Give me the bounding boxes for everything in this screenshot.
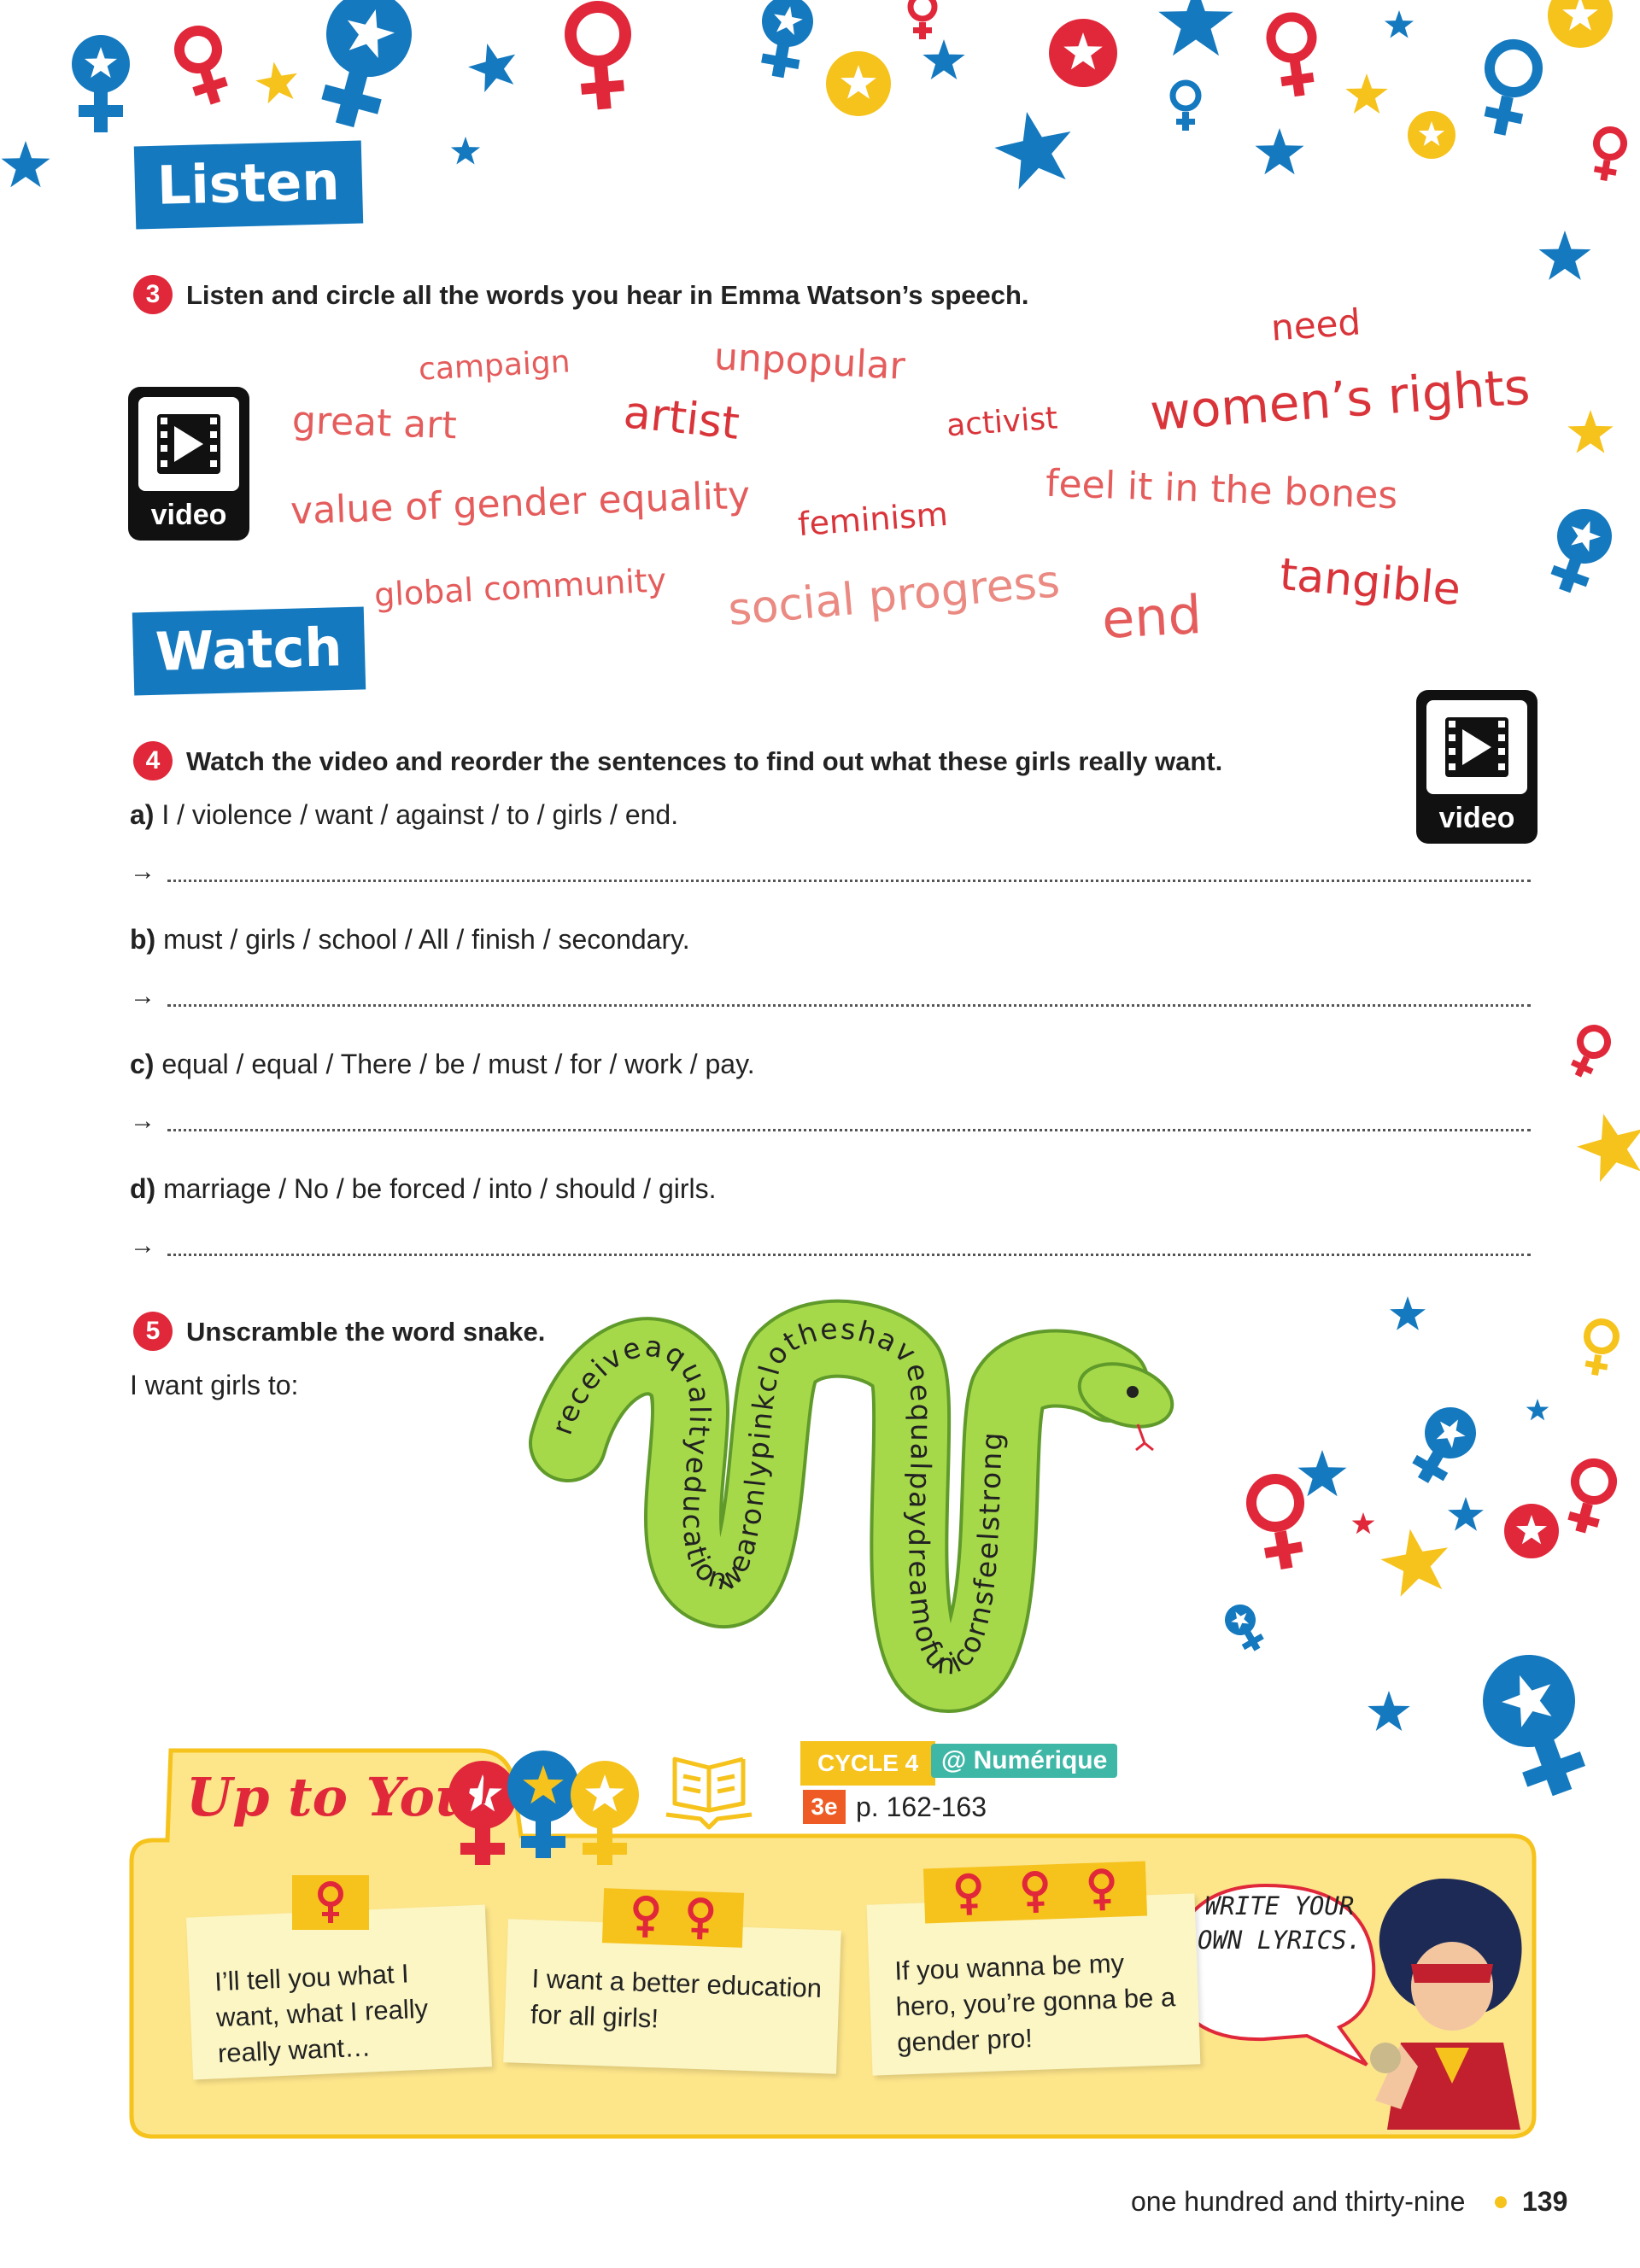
word-social-progress[interactable]: social progress [726,556,1063,636]
exercise-number-5: 5 [133,1312,173,1351]
word-campaign[interactable]: campaign [418,344,571,388]
word-end[interactable]: end [1100,582,1204,652]
page-reference[interactable]: p. 162-163 [856,1792,987,1822]
word-great-art[interactable]: great art [291,398,458,448]
section-tab-watch: Watch [132,606,366,695]
lyrics-note-2: I want a better education for all girls! [503,1919,841,2074]
page-number-words: one hundred and thirty-nine [1131,2186,1466,2217]
arrow-icon: → [130,982,155,1010]
numerique-badge[interactable]: @ Numérique [931,1744,1117,1778]
word-feminism[interactable]: feminism [796,494,950,544]
word-tangible[interactable]: tangible [1277,548,1463,617]
word-feel-it-in-the-bones[interactable]: feel it in the bones [1045,461,1399,518]
arrow-icon: → [130,1231,155,1260]
snake-letters: receiveaqualityeducationwearonlypinkclotheshaveequalpaydreamofunicornsfeelstrong [544,1312,1010,1681]
arrow-icon: → [130,857,155,886]
sentence-c: c) equal / equal / There / be / must / for / work / pay. [130,1049,755,1079]
cycle-badge: CYCLE 4 [803,1744,933,1783]
word-womens-rights[interactable]: women’s rights [1148,357,1532,442]
word-need[interactable]: need [1269,301,1362,349]
exercise-5-instruction: Unscramble the word snake. [186,1317,546,1347]
female-symbol-icon [292,1875,369,1930]
section-tab-listen: Listen [134,141,363,230]
footer-dot [1495,2196,1507,2208]
video-label: video [1438,802,1515,834]
note-tag-3 [923,1861,1147,1923]
word-unpopular[interactable]: unpopular [712,335,906,389]
sentence-d: d) marriage / No / be forced / into / should / girls. [130,1173,717,1204]
video-label: video [150,499,227,531]
word-value-of-gender-equality[interactable]: value of gender equality [290,473,751,534]
arrow-icon: → [130,1107,155,1135]
note-tag-1 [292,1875,369,1930]
grade-badge: 3e [803,1790,846,1824]
speech-bubble-text: WRITE YOUR OWN LYRICS. [1197,1891,1362,1955]
page-number: 139 [1522,2186,1568,2217]
female-symbol-icon [602,1888,744,1948]
up-to-you-title: Up to You! [186,1766,497,1828]
sentence-a: a) I / violence / want / against / to / girls / end. [130,799,679,830]
word-global-community[interactable]: global community [373,561,668,614]
exercise-number-4: 4 [133,741,173,780]
exercise-number-3: 3 [133,275,173,314]
exercise-3-instruction: Listen and circle all the words you hear in Emma Watson’s speech. [186,280,1029,310]
lyrics-note-3: If you wanna be my hero, you’re gonna be a gender pro! [867,1893,1201,2075]
book-icon [666,1759,752,1827]
sentence-b: b) must / girls / school / All / finish / secondary. [130,924,690,955]
female-symbol-icon [923,1861,1147,1923]
exercise-4-instruction: Watch the video and reorder the sentences to find out what these girls really want. [186,746,1223,776]
exercise-5-prompt: I want girls to: [130,1370,299,1400]
word-activist[interactable]: activist [945,400,1059,444]
lyrics-note-1: I’ll tell you what I want, what I really really want… [186,1904,492,2079]
word-artist[interactable]: artist [621,387,742,450]
note-tag-2 [602,1888,744,1948]
